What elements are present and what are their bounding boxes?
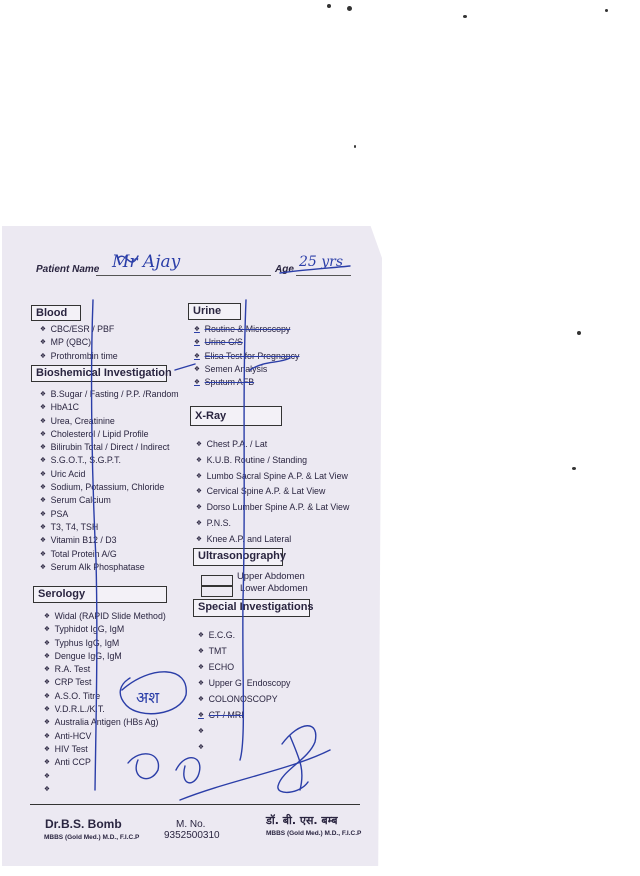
list-item: ❖ Total Protein A/G [40,548,179,561]
list-item: ❖ HIV Test [44,743,166,756]
list-item: ❖ Cholesterol / Lipid Profile [40,428,179,441]
list-item: ❖ MP (QBC) [40,336,118,349]
list-item: ❖ Anti-HCV [44,730,166,743]
mobile-number: 9352500310 [164,830,220,841]
list-item: ❖ CT / MRI [198,707,290,723]
list-item: ❖ E.C.G. [198,627,290,643]
patient-name-label: Patient Name [36,264,100,275]
doctor-quals: MBBS (Gold Med.) M.D., F.I.C.P [44,834,140,841]
list-item: ❖ Semen Analysis [194,363,299,376]
list-item: ❖ COLONOSCOPY [198,691,290,707]
list-item: ❖ P.N.S. [196,516,349,532]
list-item: ❖ Dorso Lumber Spine A.P. & Lat View [196,500,349,516]
list-item: ❖ Urea, Creatinine [40,415,179,428]
special-list [198,627,296,755]
list-item: ❖ CBC/ESR / PBF [40,323,118,336]
list-item: ❖ Urine C/S [194,336,299,349]
list-item: ❖ HbA1C [40,401,179,414]
list-item: ❖ T3, T4, TSH [40,521,179,534]
age-line [296,275,351,276]
list-item: ❖ Typhus IgG, IgM [44,637,166,650]
speck [577,331,581,335]
xray-header: X-Ray [190,406,282,426]
usg-checkbox [201,585,233,597]
list-item: ❖ Bilirubin Total / Direct / Indirect [40,441,179,454]
list-item: ❖ ECHO [198,659,290,675]
list-item: ❖ Upper GI Endoscopy [198,675,290,691]
list-item [44,770,166,783]
list-item: ❖ Dengue IgG, IgM [44,650,166,663]
list-item: ❖ Chest P.A. / Lat [196,437,349,453]
doctor-name-hindi: डॉ. बी. एस. बम्ब [266,814,338,827]
speck [463,15,467,18]
list-item: ❖ Vitamin B12 / D3 [40,534,179,547]
biochem-list [40,388,187,574]
list-item: ❖ Australia Antigen (HBs Ag) [44,716,166,729]
list-item: ❖ Uric Acid [40,468,179,481]
usg-lower-label: Lower Abdomen [240,582,308,593]
list-item: ❖ TMT [198,643,290,659]
list-item: ❖ Knee A.P. and Lateral [196,532,349,548]
list-item: ❖ Lumbo Sacral Spine A.P. & Lat View [196,469,349,485]
age-value: 25 yrs [299,254,344,270]
list-item: ❖ A.S.O. Titre [44,690,166,703]
list-item: ❖ CRP Test [44,676,166,689]
list-item: ❖ PSA [40,508,179,521]
list-item: ❖ Serum Alk Phosphatase [40,561,179,574]
speck [354,145,356,148]
list-item [44,783,166,796]
urine-header: Urine [188,303,241,320]
list-item: ❖ R.A. Test [44,663,166,676]
patient-name-value: Mr Ajay [112,252,181,272]
list-item: ❖ K.U.B. Routine / Standing [196,453,349,469]
list-item: ❖ Elisa Test for Pregnancy [194,350,299,363]
list-item: ❖ Serum Calcium [40,494,179,507]
doctor-quals-right: MBBS (Gold Med.) M.D., F.I.C.P [266,830,362,837]
list-item: ❖ Routine & Microscopy [194,323,299,336]
patient-name-line [96,275,271,276]
list-item: ❖ S.G.O.T., S.G.P.T. [40,454,179,467]
serology-header: Serology [33,586,167,603]
list-item: ❖ V.D.R.L./K.T. [44,703,166,716]
list-item: ❖ Sputum AFB [194,376,299,389]
handwritten-note: अश [136,688,160,707]
speck [572,467,576,470]
mobile-label: M. No. [176,819,206,830]
blood-header: Blood [31,305,81,321]
list-item: ❖ B.Sugar / Fasting / P.P. /Random [40,388,179,401]
special-header: Special Investigations [193,599,310,617]
age-label: Age [275,264,294,275]
list-item: ❖ Typhidot IgG, IgM [44,623,166,636]
speck [347,6,352,11]
speck [605,9,608,12]
usg-header: Ultrasonography [193,548,283,566]
usg-upper-label: Upper Abdomen [237,570,305,581]
doctor-name: Dr.B.S. Bomb [45,817,122,831]
urine-list [194,323,306,389]
biochem-header: Bioshemical Investigation [31,365,167,382]
speck [327,4,331,8]
xray-list [196,437,359,548]
footer-divider [30,804,360,805]
list-item [198,739,290,755]
list-item: ❖ Widal (RAPID Slide Method) [44,610,166,623]
list-item [198,723,290,739]
list-item: ❖ Cervical Spine A.P. & Lat View [196,484,349,500]
list-item: ❖ Anti CCP [44,756,166,769]
blood-list [40,323,123,363]
list-item: ❖ Prothrombin time [40,350,118,363]
list-item: ❖ Sodium, Potassium, Chloride [40,481,179,494]
